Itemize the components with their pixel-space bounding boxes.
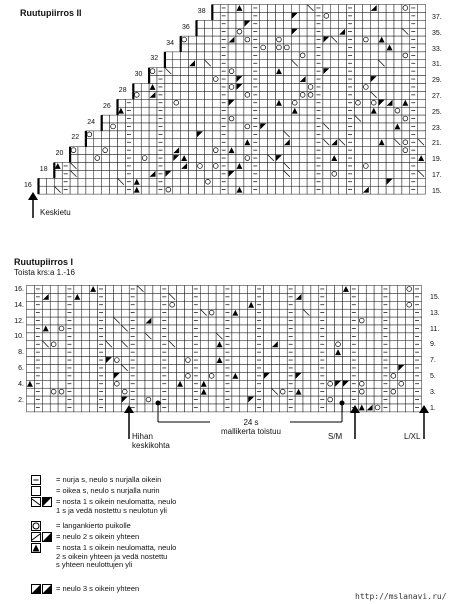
chart1-title: Ruutupiirros I (14, 257, 73, 267)
chart2-left-row-number: 32 (150, 55, 159, 63)
chart2-right-row-number: 29. (432, 77, 442, 85)
chart1-left-row-number: 10. (14, 333, 24, 341)
chart1-left-row-number: 16. (14, 286, 24, 293)
chart1-right-row-number: 7. (430, 357, 436, 365)
legend-item-2: = nosta 1 s oikein neulomatta, neulo 1 s ja vedä nostettu s neulotun yli (56, 497, 177, 515)
chart2-right-row-number: 31. (432, 61, 442, 69)
chart2-left-row-number: 18 (39, 166, 48, 173)
chart1-left-row-number: 2. (18, 396, 24, 404)
chart2-right-row-number: 27. (432, 92, 442, 100)
hihan-label-line1: Hihan (132, 432, 153, 441)
chart2-right-row-number: 33. (432, 45, 442, 53)
chart2-left-row-number: 30 (134, 71, 143, 79)
hihan-label (132, 432, 170, 450)
chart2-left-row-number: 16 (24, 181, 32, 189)
chart2-grid (38, 4, 433, 200)
chart2-left-row-number: 34 (166, 39, 174, 47)
chart1-right-row-number: 15. (430, 294, 440, 301)
chart2-left-row-number: 22 (71, 134, 80, 142)
chart1-right-row-number: 5. (430, 373, 436, 380)
legend-item-1: = oikea s, neulo s nurjalla nurin (56, 486, 160, 495)
chart2-right-row-number: 25. (432, 108, 442, 116)
legend-item-4: = neulo 2 s oikein yhteen (56, 532, 140, 541)
repeat-label (213, 418, 289, 436)
chart1-right-row-number: 1. (430, 404, 436, 412)
keskietu-label: Keskietu (40, 208, 71, 217)
chart1-right-row-number: 11. (430, 325, 440, 333)
double-decrease-symbol-icon (31, 543, 41, 553)
legend-item-3: = langankierto puikolle (56, 521, 131, 530)
chart1-left-row-number: 6. (18, 365, 24, 372)
chart2-left-row-number: 24 (87, 118, 95, 126)
lxl-label: L/XL (404, 432, 421, 441)
chart2-left-row-number: 28 (118, 87, 127, 94)
sm-arrow-icon (349, 405, 361, 441)
chart2-right-row-number: 15. (432, 187, 442, 195)
empty-square-symbol-icon (31, 486, 41, 496)
legend-item-6: = neulo 3 s oikein yhteen (56, 584, 140, 593)
chart1-left-row-number: 8. (18, 349, 24, 357)
watermark: http://mslanavi.ru/ (355, 592, 447, 601)
chart1-left-row-number: 4. (18, 380, 24, 388)
hihan-label-line2: keskikohta (132, 441, 170, 450)
chart1-left-row-number: 14. (14, 301, 24, 309)
chart1-left-row-number: 12. (14, 317, 24, 325)
legend-item-5: = nosta 1 s oikein neulomatta, neulo 2 s oikein yhteen ja vedä nostettu s yhteen neulottujen yli (56, 543, 177, 569)
yarn-over-symbol-icon (31, 521, 41, 531)
chart2-right-row-number: 37. (432, 13, 442, 21)
repeat-label-line2: mallikerta toistuu (220, 427, 282, 436)
chart2-right-row-number: 23. (432, 124, 442, 132)
k2tog-symbol-icon (31, 532, 53, 542)
repeat-label-line1: 24 s (243, 418, 259, 427)
chart1-grid (26, 285, 426, 413)
keskietu-arrow-icon (27, 192, 39, 220)
slip-decrease-symbol-icon (31, 497, 53, 507)
legend-item-0: = nurja s, neulo s nurjalla oikein (56, 475, 162, 484)
chart2-right-row-number: 35. (432, 29, 442, 37)
chart1-subtitle: Toista krs:a 1.-16 (14, 268, 75, 277)
chart2-right-row-number: 21. (432, 140, 442, 148)
chart1-right-row-number: 3. (430, 388, 436, 396)
chart1-right-row-number: 13. (430, 309, 440, 317)
chart2-left-row-number: 26 (103, 102, 111, 110)
chart1-right-row-number: 9. (430, 341, 436, 349)
chart2-left-row-number: 36 (182, 23, 190, 31)
purl-dash-symbol-icon (31, 475, 41, 485)
chart2-right-row-number: 19. (432, 156, 442, 164)
chart2-left-row-number: 20 (55, 150, 64, 158)
sm-label: S/M (328, 432, 343, 441)
k3tog-symbol-icon (31, 584, 53, 594)
chart2-right-row-number: 17. (432, 171, 442, 179)
chart2-title: Ruutupiirros II (20, 8, 82, 18)
chart2-left-row-number: 38 (197, 8, 206, 15)
